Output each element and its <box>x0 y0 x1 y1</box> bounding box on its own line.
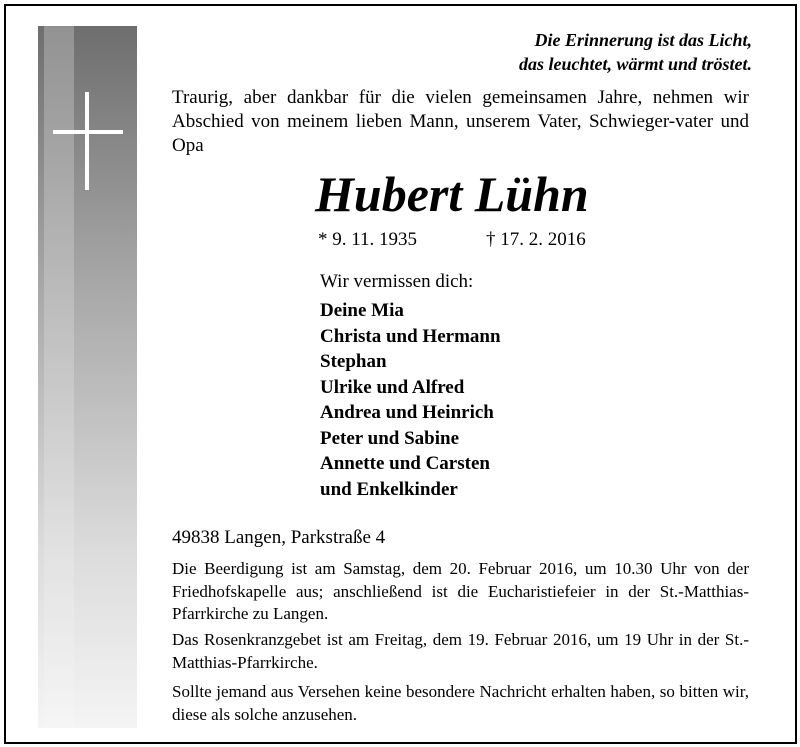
motto-quote <box>519 28 752 76</box>
mourner-name: Annette und Carsten <box>320 453 490 474</box>
mourner-name: Ulrike und Alfred <box>320 376 465 398</box>
intro-text: Traurig, aber dankbar für die vielen gemeinsamen Jahre, nehmen wir Abschied von meinem lieben Mann, unserem Vater, Schwieger-vater und Opa <box>172 87 749 156</box>
mourner-name: Andrea und Heinrich <box>320 402 494 423</box>
mourner-name: Stephan <box>320 351 387 372</box>
mourner-name: Deine Mia <box>320 300 404 321</box>
mourner-name: Christa und Hermann <box>320 325 501 347</box>
funeral-notice: Die Beerdigung ist am Samstag, dem 20. Februar 2016, um 10.30 Uhr von der Friedhofskapelle aus; anschließend ist die Eucharistiefeier in der St.-Matthias-Pfarrkirche zu Langen. <box>172 559 749 623</box>
motto-line-2: das leuchtet, wärmt und tröstet. <box>518 54 752 74</box>
deceased-name: Hubert Lühn <box>315 166 589 222</box>
mourners-label: Wir vermissen dich: <box>320 271 474 292</box>
cross-icon-crossbar <box>53 130 123 134</box>
family-address: 49838 Langen, Parkstraße 4 <box>172 527 386 548</box>
mourner-name: und Enkelkinder <box>320 478 458 500</box>
mourners-list <box>320 298 501 502</box>
cross-icon <box>85 92 89 190</box>
death-date: † 17. 2. 2016 <box>486 229 586 250</box>
motto-line-1: Die Erinnerung ist das Licht, <box>534 30 752 50</box>
rosary-notice: Das Rosenkranzgebet ist am Freitag, dem 19. Februar 2016, um 19 Uhr in der St.-Matthias-Pfarrkirche. <box>172 630 749 672</box>
birth-date: * 9. 11. 1935 <box>318 229 418 250</box>
mourner-name: Peter und Sabine <box>320 427 460 449</box>
no-notification-notice: Sollte jemand aus Versehen keine besondere Nachricht erhalten haben, so bitten wir, diese als solche anzusehen. <box>172 682 749 724</box>
